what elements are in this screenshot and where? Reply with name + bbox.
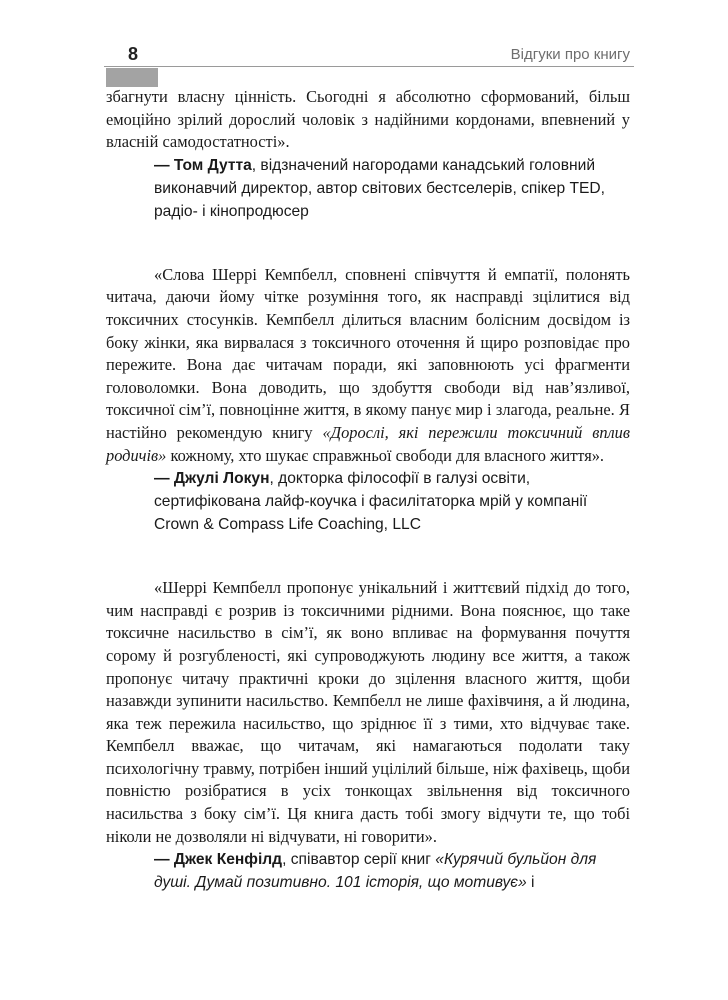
testimonial-2-attribution <box>154 467 630 536</box>
attribution-name: — Том Дутта <box>154 156 252 174</box>
testimonial-1-attribution <box>154 154 630 223</box>
spacer <box>106 536 630 577</box>
testimonial-2-text-after: кожному, хто шукає справжньої свободи для власного життя». <box>166 445 605 465</box>
series-title: «Курячий бульйон для душі. Думай позитивно. 101 історія, що мотивує» <box>154 851 597 892</box>
attribution-credentials: , відзначений нагородами канадський головний виконавчий директор, автор світових бестселерів, спікер TED, радіо- і кінопродюсер <box>154 156 606 220</box>
testimonial-2-text-before: «Слова Шеррі Кемпбелл, сповнені співчуття й емпатії, полонять читача, даючи йому чітке розуміння того, як насправді зцілитися від токсичних стосунків. Кемпбелл ділиться власним болісним досвідом із боку жінки, яка вирвалася з токсичного оточення й щиро розповідає про пережите. Вона дає читачам поради, які заповнюють усі фрагменти головоломки. Вона доводить, що здобуття свободи від нав’язливої, токсичної сім’ї, повноцінне життя, в якому панує мир і злагода, реальне. Я настійно рекомендую книгу <box>106 264 630 442</box>
running-head: Відгуки про книгу <box>510 46 630 63</box>
attribution-tail: і <box>526 874 535 892</box>
book-title: «Дорослі, які пережили токсичний вплив родичів» <box>106 422 630 465</box>
page-number: 8 <box>128 44 139 64</box>
attribution-name: — Джек Кенфілд <box>154 851 283 869</box>
spacer <box>106 223 630 264</box>
testimonial-3-text: «Шеррі Кемпбелл пропонує унікальний і життєвий підхід до того, чим насправді є розрив із токсичними рідними. Вона пояснює, що таке токсичне насильство в сім’ї, як воно впливає на формування почуття сорому й розгубленості, які супроводжують людину все життя, а також пропонує читачу практичні кроки до зцілення власного життя, щоби назавжди зупинити насильство. Кемпбелл не лише фахівчиня, а й людина, яка теж пережила насильство, що зріднює її з тими, хто відчуває таке. Кемпбелл вважає, що читачам, які намагаються подолати таку психологічну травму, потрібен інший уцілілий більше, ніж фахівець, щоби повністю розібратися в усіх тонкощах звільнення від токсичного насильства з боку сім’ї. Ця книга дасть тобі змогу відчути те, що тобі ніколи не дозволяли ні відчувати, ні говорити». <box>106 578 630 846</box>
testimonial-3-attribution <box>154 848 630 894</box>
attribution-credentials: , докторка філософії в галузі освіти, сертифікована лайф-коучка і фасилітаторка мрій у компанії Crown & Compass Life Coaching, LLC <box>154 470 588 534</box>
section-tab-marker <box>106 68 158 87</box>
testimonial-1-text: збагнути власну цінність. Сьогодні я абсолютно сформований, більш емоційно зрілий дорослий чоловік з надійними кордонами, впевнений у власній самодостатності». <box>106 87 630 152</box>
attribution-name: — Джулі Локун <box>154 470 270 488</box>
page-header <box>104 40 634 67</box>
attribution-credentials: , співавтор серії книг <box>282 851 436 869</box>
testimonial-2-text <box>106 264 630 467</box>
page-content <box>106 86 630 894</box>
